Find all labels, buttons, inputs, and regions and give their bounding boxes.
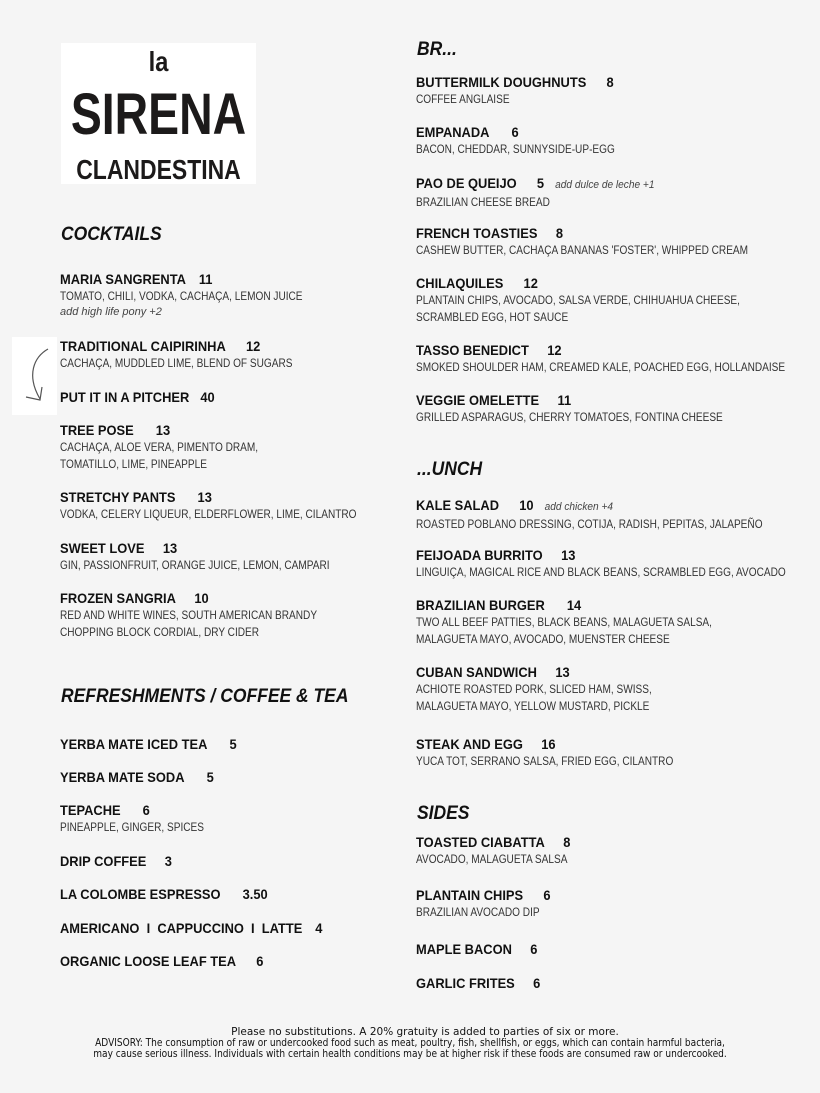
item-name: PUT IT IN A PITCHER: [60, 389, 190, 405]
item-name: TOASTED CIABATTA: [416, 834, 545, 850]
section-title-refreshments: REFRESHMENTS / COFFEE & TEA: [61, 686, 349, 707]
item-price: 14: [566, 597, 582, 613]
section-title-brunch: BR...: [417, 39, 457, 60]
item-name: VEGGIE OMELETTE: [416, 392, 540, 408]
menu-item: [416, 597, 768, 648]
item-description: GRILLED ASPARAGUS, CHERRY TOMATOES, FONTINA CHEESE: [416, 410, 723, 424]
menu-item: [60, 920, 345, 937]
item-name: TREE POSE: [60, 422, 134, 438]
item-name: TRADITIONAL CAIPIRINHA: [60, 338, 226, 354]
footer-advisory: [0, 1027, 820, 1060]
menu-item: [416, 124, 653, 158]
menu-item: [416, 547, 820, 581]
item-price: 8: [555, 225, 563, 241]
menu-item: [60, 489, 413, 523]
item-description: PLANTAIN CHIPS, AVOCADO, SALSA VERDE, CHIHUAHUA CHEESE,: [416, 293, 740, 307]
menu-item: [416, 392, 781, 426]
item-description: LINGUIÇA, MAGICAL RICE AND BLACK BEANS, SCRAMBLED EGG, AVOCADO: [416, 565, 786, 579]
item-note: add high life pony +2: [60, 306, 162, 318]
item-name: GARLIC FRITES: [416, 975, 515, 991]
item-description-line2: TOMATILLO, LIME, PINEAPPLE: [60, 457, 207, 471]
logo-la: la: [148, 46, 169, 77]
item-description: BACON, CHEDDAR, SUNNYSIDE-UP-EGG: [416, 142, 615, 156]
advisory-line-1: ADVISORY: The consumption of raw or undercooked food such as meat, poultry, fish, shellfish, or eggs, which can contain harmful bacteria,: [95, 1037, 725, 1049]
item-name: FEIJOADA BURRITO: [416, 547, 543, 563]
item-description: TOMATO, CHILI, VODKA, CACHAÇA, LEMON JUICE: [60, 289, 303, 303]
menu-item: [60, 953, 281, 970]
item-price: 6: [511, 124, 519, 140]
item-name: BUTTERMILK DOUGHNUTS: [416, 74, 587, 90]
item-description: BRAZILIAN CHEESE BREAD: [416, 195, 550, 209]
item-name: CHILAQUILES: [416, 275, 504, 291]
item-name: KALE SALAD: [416, 497, 500, 513]
advisory-line-2: may cause serious illness. Individuals with certain health conditions may be at higher risk if these foods are consumed raw or undercooked.: [93, 1048, 727, 1060]
item-price: 40: [200, 389, 215, 405]
item-name: ORGANIC LOOSE LEAF TEA: [60, 953, 237, 969]
item-price: 5: [206, 769, 214, 785]
item-name: LA COLOMBE ESPRESSO: [60, 886, 221, 902]
section-title-lunch: ...UNCH: [417, 459, 483, 480]
item-description: COFFEE ANGLAISE: [416, 92, 510, 106]
menu-item: [416, 275, 802, 326]
menu-item: [416, 941, 548, 958]
item-price: 4: [315, 920, 323, 936]
item-description: AVOCADO, MALAGUETA SALSA: [416, 852, 568, 866]
substitution-notice: Please no substitutions. A 20% gratuity is added to parties of six or more.: [231, 1026, 619, 1038]
item-name: FROZEN SANGRIA: [60, 590, 176, 606]
item-addon: add chicken +4: [544, 501, 613, 513]
item-price: 6: [543, 887, 551, 903]
item-description: YUCA TOT, SERRANO SALSA, FRIED EGG, CILANTRO: [416, 754, 674, 768]
item-description: TWO ALL BEEF PATTIES, BLACK BEANS, MALAGUETA SALSA,: [416, 615, 712, 629]
item-name: EMPANADA: [416, 124, 490, 140]
item-price: 13: [197, 489, 212, 505]
item-description-line2: MALAGUETA MAYO, AVOCADO, MUENSTER CHEESE: [416, 632, 670, 646]
item-price: 3.50: [242, 886, 268, 902]
menu-item: [416, 175, 675, 211]
item-name: STEAK AND EGG: [416, 736, 523, 752]
menu-item: [416, 887, 563, 921]
item-name: TEPACHE: [60, 802, 121, 818]
item-price: 5: [536, 175, 545, 191]
item-name: CUBAN SANDWICH: [416, 664, 537, 680]
menu-item: [60, 590, 366, 641]
item-price: 8: [606, 74, 614, 90]
item-price: 3: [164, 853, 172, 869]
menu-item: [416, 834, 596, 868]
item-price: 12: [547, 342, 562, 358]
section-title-sides: SIDES: [417, 803, 470, 824]
menu-item: [416, 975, 551, 992]
menu-item: [416, 342, 820, 376]
item-addon: add dulce de leche +1: [555, 179, 655, 191]
item-price: 10: [519, 497, 534, 513]
item-description: SMOKED SHOULDER HAM, CREAMED KALE, POACHED EGG, HOLLANDAISE: [416, 360, 786, 374]
menu-item: [60, 736, 252, 753]
item-price: 12: [523, 275, 538, 291]
item-price: 13: [555, 664, 570, 680]
item-name: STRETCHY PANTS: [60, 489, 176, 505]
item-description: GIN, PASSIONFRUIT, ORANGE JUICE, LEMON, CAMPARI: [60, 558, 330, 572]
item-price: 6: [533, 975, 541, 991]
item-description-line2: MALAGUETA MAYO, YELLOW MUSTARD, PICKLE: [416, 699, 650, 713]
item-price: 6: [256, 953, 264, 969]
logo-clandestina: CLANDESTINA: [76, 154, 241, 185]
item-description: VODKA, CELERY LIQUEUR, ELDERFLOWER, LIME, CILANTRO: [60, 507, 357, 521]
item-price: 11: [557, 392, 572, 408]
item-name: BRAZILIAN BURGER: [416, 597, 545, 613]
item-name: MAPLE BACON: [416, 941, 512, 957]
item-name: PAO DE QUEIJO: [416, 175, 517, 191]
menu-item: [416, 664, 697, 715]
menu-item: [60, 389, 228, 406]
menu-item: [416, 497, 820, 533]
item-description-line2: CHOPPING BLOCK CORDIAL, DRY CIDER: [60, 625, 260, 639]
item-name: PLANTAIN CHIPS: [416, 887, 524, 903]
item-description: RED AND WHITE WINES, SOUTH AMERICAN BRANDY: [60, 608, 318, 622]
item-price: 13: [162, 540, 178, 556]
section-title-cocktails: COCKTAILS: [61, 224, 162, 245]
item-price: 13: [155, 422, 171, 438]
menu-item: [60, 338, 337, 372]
item-price: 6: [142, 802, 150, 818]
item-description: BRAZILIAN AVOCADO DIP: [416, 905, 540, 919]
menu-item: [416, 74, 631, 108]
item-price: 11: [198, 271, 213, 287]
logo-sirena: SIRENA: [70, 82, 247, 147]
item-description: CASHEW BUTTER, CACHAÇA BANANAS 'FOSTER', WHIPPED CREAM: [416, 243, 749, 257]
item-name: DRIP COFFEE: [60, 853, 147, 869]
menu-item: [60, 802, 231, 836]
item-description: CACHAÇA, ALOE VERA, PIMENTO DRAM,: [60, 440, 259, 454]
item-price: 6: [530, 941, 538, 957]
menu-item: [416, 736, 722, 770]
item-description: ACHIOTE ROASTED PORK, SLICED HAM, SWISS,: [416, 682, 652, 696]
item-name: MARIA SANGRENTA: [60, 271, 186, 287]
arrow-annotation: [12, 337, 57, 415]
menu-item: [60, 853, 182, 870]
item-name: AMERICANO I CAPPUCCINO I LATTE: [60, 920, 303, 936]
item-price: 8: [563, 834, 571, 850]
restaurant-logo: [61, 43, 256, 184]
item-price: 5: [229, 736, 237, 752]
item-price: 13: [561, 547, 576, 563]
menu-item: [60, 271, 349, 320]
curved-arrow-icon: [12, 337, 57, 415]
item-name: YERBA MATE ICED TEA: [60, 736, 208, 752]
item-price: 10: [194, 590, 209, 606]
item-description: CACHAÇA, MUDDLED LIME, BLEND OF SUGARS: [60, 356, 293, 370]
menu-item: [60, 769, 227, 786]
menu-item: [60, 422, 296, 473]
menu-item: [416, 225, 811, 259]
menu-item: [60, 886, 286, 903]
item-name: FRENCH TOASTIES: [416, 225, 538, 241]
item-description: PINEAPPLE, GINGER, SPICES: [60, 820, 204, 834]
item-description: ROASTED POBLANO DRESSING, COTIJA, RADISH, PEPITAS, JALAPEÑO: [416, 517, 763, 531]
item-name: TASSO BENEDICT: [416, 342, 529, 358]
item-description-line2: SCRAMBLED EGG, HOT SAUCE: [416, 310, 569, 324]
item-price: 12: [246, 338, 261, 354]
item-name: YERBA MATE SODA: [60, 769, 185, 785]
menu-item: [60, 540, 381, 574]
item-price: 16: [541, 736, 556, 752]
item-name: SWEET LOVE: [60, 540, 145, 556]
